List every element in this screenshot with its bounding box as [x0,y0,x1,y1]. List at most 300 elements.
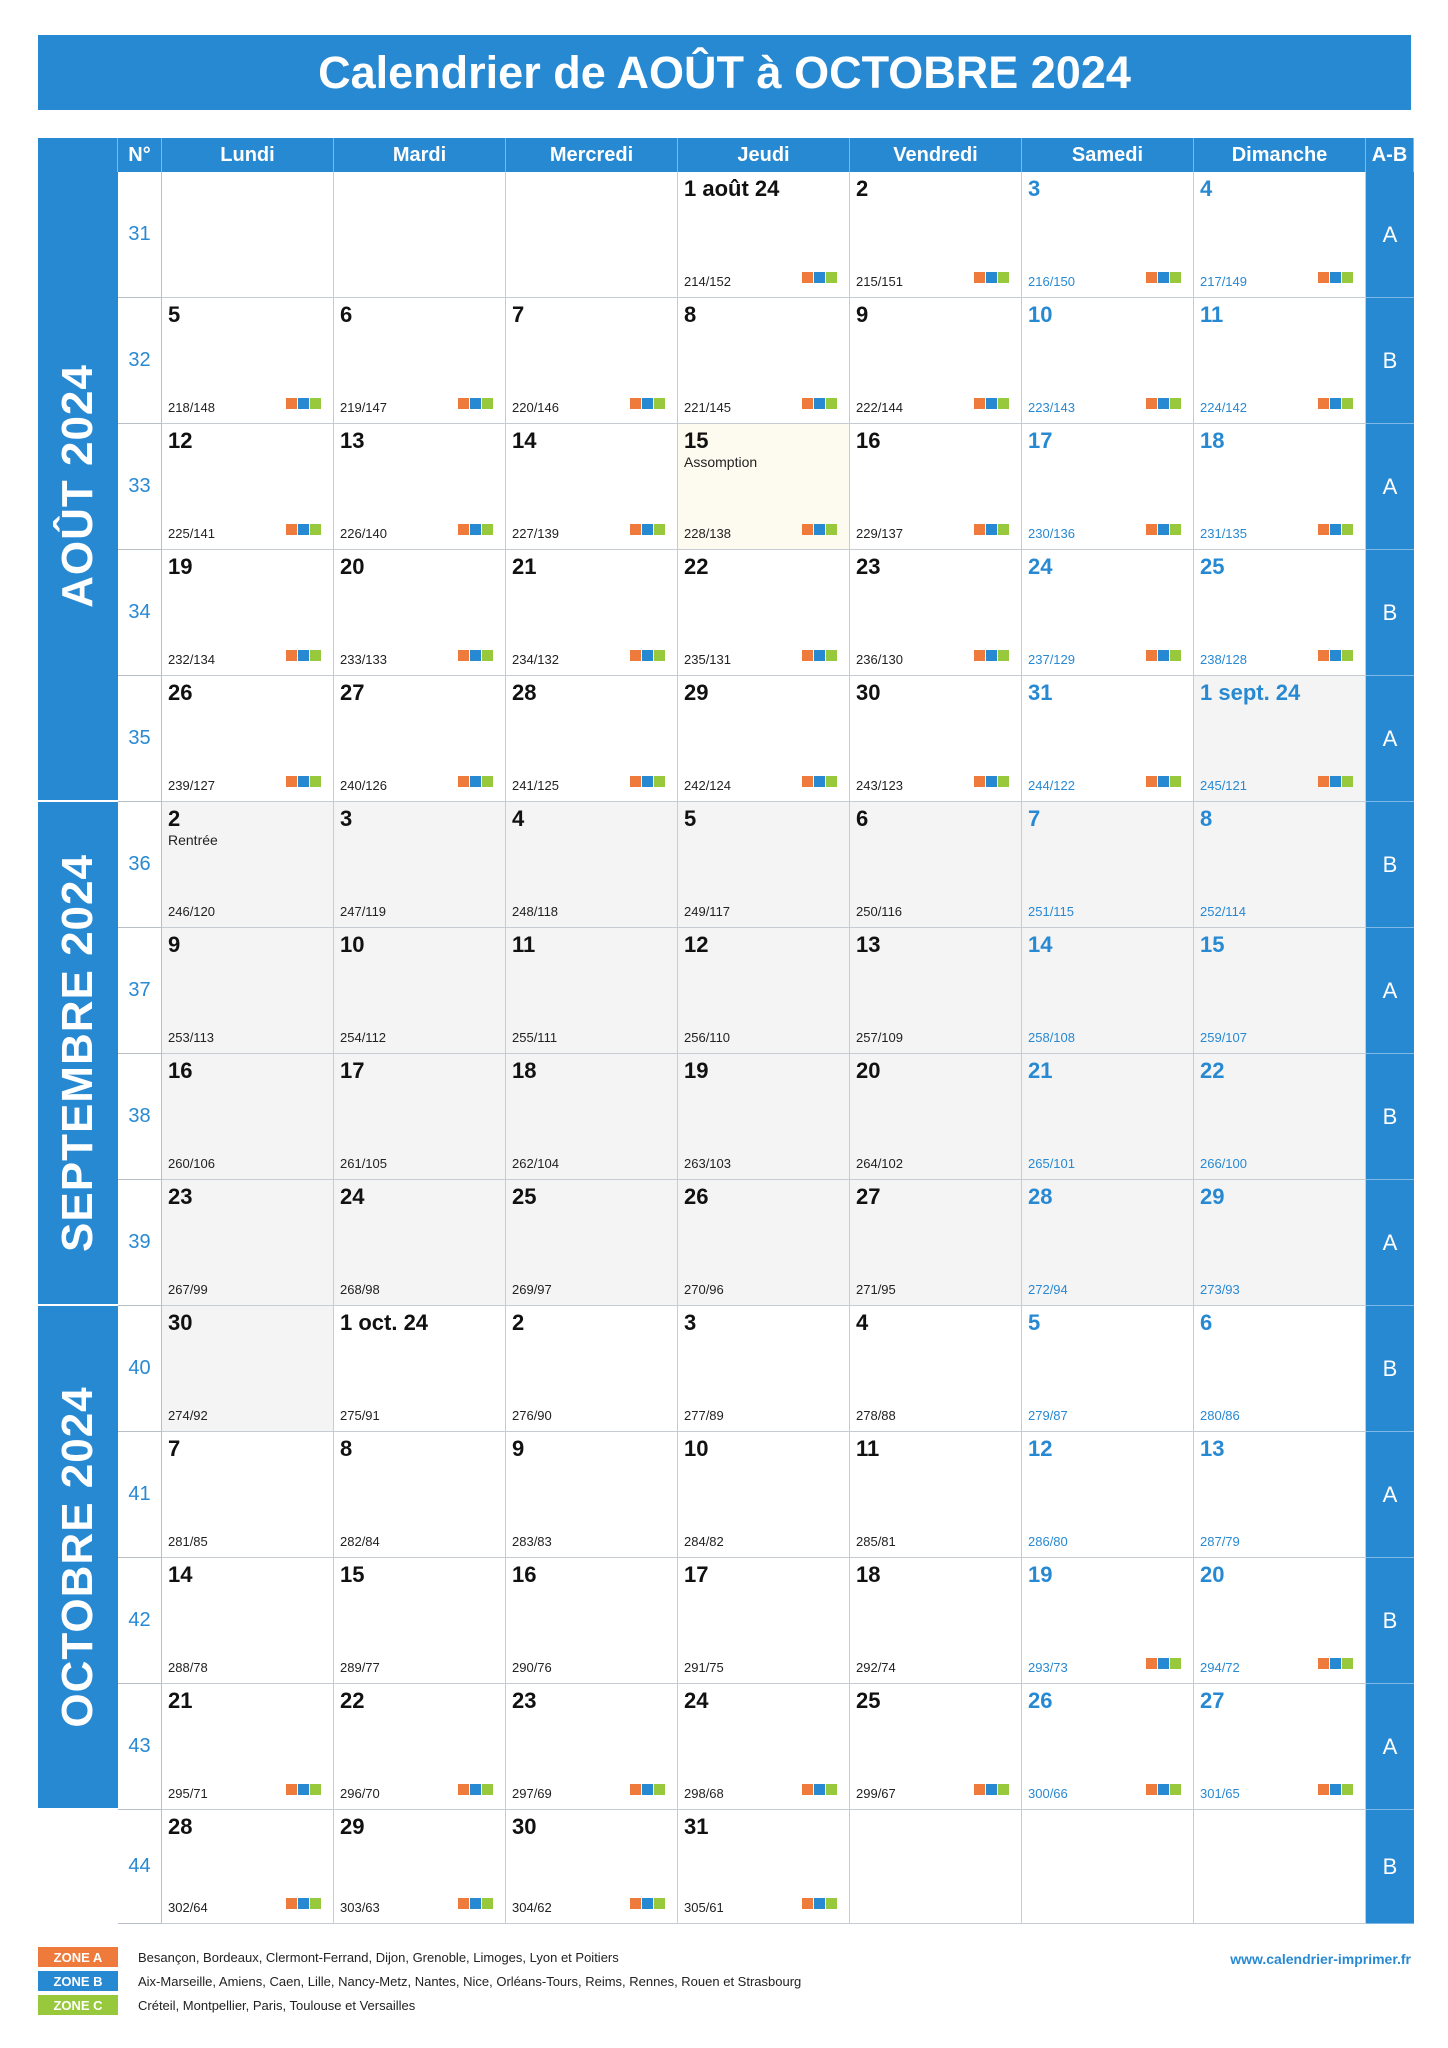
day-cell[interactable] [850,550,1022,676]
day-count: 264/102 [856,1156,903,1171]
day-number: 8 [684,302,697,327]
zone-c-marker [826,776,837,787]
day-cell[interactable] [506,424,678,550]
day-number: 5 [684,806,697,831]
vacation-zones-indicator [286,776,321,787]
day-cell[interactable] [334,676,506,802]
day-cell[interactable] [850,1306,1022,1432]
day-cell[interactable] [1194,1432,1366,1558]
zone-c-marker [998,776,1009,787]
day-number: 17 [1028,428,1053,453]
day-number: 9 [512,1436,525,1461]
day-cell[interactable] [678,802,850,928]
day-cell[interactable] [1022,1558,1194,1684]
day-cell[interactable] [850,928,1022,1054]
day-count: 235/131 [684,652,731,667]
day-cell[interactable] [1194,550,1366,676]
website-link[interactable]: www.calendrier-imprimer.fr [1230,1951,1411,1967]
day-cell[interactable] [162,802,334,928]
zone-b-marker [470,1784,481,1795]
vacation-zones-indicator [630,776,665,787]
day-number: 6 [856,806,869,831]
day-number: 24 [684,1688,709,1713]
week-ab: A [1366,1684,1414,1810]
day-cell[interactable] [678,1684,850,1810]
vacation-zones-indicator [286,524,321,535]
zone-b-marker [986,650,997,661]
day-count: 221/145 [684,400,731,415]
day-count: 262/104 [512,1156,559,1171]
zone-a-marker [1146,398,1157,409]
day-number: 2 [856,176,869,201]
zone-c-marker [826,1898,837,1909]
zone-c-marker [310,524,321,535]
day-cell[interactable] [334,1432,506,1558]
zone-c-marker [654,1898,665,1909]
zone-a-marker [1318,1784,1329,1795]
day-count: 274/92 [168,1408,208,1423]
week-number: 36 [118,802,162,928]
zone-b-marker [1158,776,1169,787]
zone-b-marker [814,524,825,535]
vacation-zones-indicator [802,776,837,787]
day-cell[interactable] [1194,676,1366,802]
day-number: 7 [168,1436,181,1461]
day-cell[interactable] [850,676,1022,802]
day-count: 278/88 [856,1408,896,1423]
day-count: 290/76 [512,1660,552,1675]
day-number: 22 [684,554,709,579]
day-count: 261/105 [340,1156,387,1171]
day-cell[interactable] [162,1306,334,1432]
day-cell[interactable] [506,1432,678,1558]
month-band [38,802,118,1306]
zone-a-marker [286,1784,297,1795]
zone-b-marker [986,524,997,535]
zone-a-marker [974,398,985,409]
day-count: 269/97 [512,1282,552,1297]
day-number: 15 [684,428,709,453]
day-count: 240/126 [340,778,387,793]
day-number: 2 [512,1310,525,1335]
zone-c-marker [826,524,837,535]
week-ab: A [1366,1180,1414,1306]
day-cell[interactable] [1022,1306,1194,1432]
day-cell[interactable] [1194,802,1366,928]
zone-b-marker [642,398,653,409]
day-cell[interactable] [506,298,678,424]
day-number: 20 [340,554,365,579]
day-cell[interactable] [162,1558,334,1684]
zone-c-marker [310,776,321,787]
day-count: 297/69 [512,1786,552,1801]
day-cell[interactable] [334,1810,506,1924]
zone-a-marker [458,650,469,661]
zone-b-marker [1330,398,1341,409]
day-number: 12 [1028,1436,1053,1461]
week-number: 38 [118,1054,162,1180]
day-count: 276/90 [512,1408,552,1423]
day-number: 9 [856,302,869,327]
day-number: 25 [1200,554,1225,579]
day-count: 260/106 [168,1156,215,1171]
day-cell[interactable] [162,1810,334,1924]
day-count: 302/64 [168,1900,208,1915]
week-number: 35 [118,676,162,802]
day-cell[interactable] [1194,298,1366,424]
day-number: 19 [168,554,193,579]
day-cell[interactable] [678,1432,850,1558]
day-cell[interactable] [334,928,506,1054]
zone-b-marker [298,1898,309,1909]
day-cell[interactable] [506,676,678,802]
zone-b-marker [298,1784,309,1795]
day-cell[interactable] [506,1684,678,1810]
day-cell[interactable] [1194,1054,1366,1180]
day-number: 6 [1200,1310,1213,1335]
vacation-zones-indicator [1146,524,1181,535]
zone-b-marker [1158,398,1169,409]
vacation-zones-indicator [802,272,837,283]
day-count: 304/62 [512,1900,552,1915]
zone-c-marker [826,398,837,409]
day-number: 19 [1028,1562,1053,1587]
day-cell[interactable] [506,1558,678,1684]
vacation-zones-indicator [630,1898,665,1909]
day-cell[interactable] [334,298,506,424]
zone-b-marker [986,398,997,409]
zone-a-marker [802,650,813,661]
zone-c-marker [482,776,493,787]
day-cell[interactable] [162,550,334,676]
week-ab: A [1366,928,1414,1054]
day-cell[interactable] [850,424,1022,550]
zone-b-marker [298,524,309,535]
day-number: 16 [512,1562,537,1587]
month-label: AOÛT 2024 [53,364,102,608]
day-number: 8 [1200,806,1213,831]
day-number: 11 [856,1436,880,1461]
zone-c-marker [482,1898,493,1909]
header-day-jeudi: Jeudi [678,138,850,172]
vacation-zones-indicator [802,398,837,409]
zone-b-marker [814,1898,825,1909]
day-count: 223/143 [1028,400,1075,415]
day-number: 17 [340,1058,365,1083]
day-cell[interactable] [678,1306,850,1432]
day-count: 220/146 [512,400,559,415]
day-cell[interactable] [678,1180,850,1306]
zone-c-marker [1170,398,1181,409]
vacation-zones-indicator [1318,272,1353,283]
day-cell[interactable] [1022,802,1194,928]
day-cell[interactable] [1194,1558,1366,1684]
day-number: 21 [512,554,537,579]
zone-cities: Aix-Marseille, Amiens, Caen, Lille, Nancy-Metz, Nantes, Nice, Orléans-Tours, Reims, Rennes, Rouen et Strasbourg [138,1973,802,1989]
day-count: 231/135 [1200,526,1247,541]
legend-row [38,1969,801,1993]
vacation-zones-indicator [974,776,1009,787]
day-note: Rentrée [168,832,218,848]
day-cell[interactable] [1194,172,1366,298]
vacation-zones-indicator [1318,1784,1353,1795]
zone-a-marker [458,524,469,535]
day-cell[interactable] [162,424,334,550]
day-count: 273/93 [1200,1282,1240,1297]
day-number: 14 [1028,932,1053,957]
day-cell[interactable] [850,802,1022,928]
zone-b-marker [814,272,825,283]
zone-b-marker [1330,272,1341,283]
day-number: 15 [340,1562,365,1587]
zone-a-marker [974,650,985,661]
day-number: 29 [684,680,709,705]
zone-b-marker [642,776,653,787]
zone-a-marker [630,1898,641,1909]
day-cell[interactable] [162,1432,334,1558]
day-number: 28 [168,1814,193,1839]
day-count: 288/78 [168,1660,208,1675]
day-cell[interactable] [678,550,850,676]
day-cell[interactable] [506,1810,678,1924]
day-cell[interactable] [850,1558,1022,1684]
day-cell[interactable] [1022,1684,1194,1810]
day-cell[interactable] [1022,298,1194,424]
week-ab: B [1366,1054,1414,1180]
day-count: 293/73 [1028,1660,1068,1675]
zone-c-marker [310,1784,321,1795]
empty-cell [162,172,334,298]
week-number: 41 [118,1432,162,1558]
day-cell[interactable] [162,676,334,802]
day-count: 284/82 [684,1534,724,1549]
day-cell[interactable] [850,1180,1022,1306]
day-number: 11 [1200,302,1224,327]
vacation-zones-indicator [974,398,1009,409]
page-title: Calendrier de AOÛT à OCTOBRE 2024 [38,35,1411,110]
zone-c-marker [1342,1658,1353,1669]
day-cell[interactable] [678,172,850,298]
day-cell[interactable] [850,1054,1022,1180]
header-day-mercredi: Mercredi [506,138,678,172]
day-cell[interactable] [1194,1180,1366,1306]
day-count: 253/113 [168,1030,215,1045]
day-cell[interactable] [1194,1306,1366,1432]
day-number: 3 [1028,176,1041,201]
day-number: 30 [512,1814,537,1839]
vacation-zones-indicator [1318,398,1353,409]
day-cell[interactable] [1022,928,1194,1054]
day-count: 230/136 [1028,526,1075,541]
day-number: 24 [340,1184,365,1209]
day-cell[interactable] [678,928,850,1054]
day-cell[interactable] [850,1432,1022,1558]
day-cell[interactable] [334,802,506,928]
zone-a-marker [974,1784,985,1795]
day-cell[interactable] [1194,928,1366,1054]
zone-a-marker [802,1784,813,1795]
day-count: 289/77 [340,1660,380,1675]
zone-c-marker [310,650,321,661]
day-cell[interactable] [678,424,850,550]
day-number: 20 [1200,1562,1225,1587]
zone-a-marker [1146,1784,1157,1795]
week-number: 40 [118,1306,162,1432]
zone-c-marker [826,1784,837,1795]
day-number: 14 [168,1562,193,1587]
day-count: 285/81 [856,1534,896,1549]
day-cell[interactable] [506,928,678,1054]
day-cell[interactable] [506,1306,678,1432]
zone-a-marker [1146,524,1157,535]
day-cell[interactable] [678,1558,850,1684]
day-count: 257/109 [856,1030,903,1045]
day-count: 296/70 [340,1786,380,1801]
zone-a-marker [802,1898,813,1909]
zone-c-marker [826,650,837,661]
day-cell[interactable] [678,1054,850,1180]
week-number: 31 [118,172,162,298]
day-cell[interactable] [1022,1054,1194,1180]
empty-cell [850,1810,1022,1924]
day-count: 218/148 [168,400,215,415]
day-cell[interactable] [334,1684,506,1810]
day-count: 229/137 [856,526,903,541]
day-cell[interactable] [678,298,850,424]
day-cell[interactable] [334,1054,506,1180]
day-number: 21 [168,1688,193,1713]
zone-b-marker [470,650,481,661]
day-count: 298/68 [684,1786,724,1801]
zone-a-marker [286,524,297,535]
zone-b-marker [1158,650,1169,661]
day-cell[interactable] [162,1180,334,1306]
day-count: 214/152 [684,274,731,289]
day-cell[interactable] [1022,1432,1194,1558]
day-cell[interactable] [1194,1684,1366,1810]
day-cell[interactable] [850,298,1022,424]
zone-c-marker [1170,1784,1181,1795]
zone-cities: Créteil, Montpellier, Paris, Toulouse et Versailles [138,1997,416,2013]
zone-a-marker [1146,1658,1157,1669]
day-cell[interactable] [1022,1180,1194,1306]
week-ab: B [1366,1558,1414,1684]
day-number: 17 [684,1562,709,1587]
day-cell[interactable] [162,1054,334,1180]
day-cell[interactable] [1022,172,1194,298]
day-count: 263/103 [684,1156,731,1171]
vacation-zones-indicator [1146,1784,1181,1795]
day-cell[interactable] [334,424,506,550]
day-cell[interactable] [850,1684,1022,1810]
day-number: 1 oct. 24 [340,1310,429,1335]
day-number: 18 [856,1562,881,1587]
zone-c-marker [654,398,665,409]
day-cell[interactable] [1194,424,1366,550]
zone-b-marker [814,1784,825,1795]
day-count: 279/87 [1028,1408,1068,1423]
day-count: 215/151 [856,274,903,289]
zone-b-marker [814,650,825,661]
day-count: 224/142 [1200,400,1247,415]
zone-b-marker [1330,524,1341,535]
week-ab: B [1366,550,1414,676]
zone-c-marker [1342,650,1353,661]
day-cell[interactable] [506,802,678,928]
zone-b-marker [1158,1784,1169,1795]
zone-a-marker [802,524,813,535]
month-label: SEPTEMBRE 2024 [53,854,102,1252]
day-cell[interactable] [334,1180,506,1306]
day-cell[interactable] [506,1054,678,1180]
day-cell[interactable] [334,550,506,676]
day-number: 27 [856,1184,881,1209]
day-number: 26 [684,1184,709,1209]
day-count: 255/111 [512,1030,558,1045]
day-cell[interactable] [1022,676,1194,802]
zone-tag: ZONE A [38,1947,118,1967]
vacation-zones-indicator [458,1784,493,1795]
zone-b-marker [1330,1784,1341,1795]
zone-c-marker [482,524,493,535]
day-number: 30 [168,1310,193,1335]
vacation-zones-indicator [1318,524,1353,535]
day-cell[interactable] [162,298,334,424]
zone-a-marker [458,1784,469,1795]
day-count: 283/83 [512,1534,552,1549]
day-count: 237/129 [1028,652,1075,667]
vacation-zones-indicator [458,398,493,409]
day-cell[interactable] [1022,550,1194,676]
day-cell[interactable] [678,1810,850,1924]
week-ab: B [1366,1810,1414,1924]
header-day-vendredi: Vendredi [850,138,1022,172]
day-count: 272/94 [1028,1282,1068,1297]
legend-row [38,1945,801,1969]
day-count: 239/127 [168,778,215,793]
week-ab: B [1366,298,1414,424]
zone-b-marker [470,776,481,787]
day-cell[interactable] [506,1180,678,1306]
day-count: 232/134 [168,652,215,667]
zone-b-marker [642,650,653,661]
day-cell[interactable] [334,1306,506,1432]
vacation-zones-indicator [1318,650,1353,661]
week-number: 34 [118,550,162,676]
zone-c-marker [998,650,1009,661]
day-cell[interactable] [506,550,678,676]
day-cell[interactable] [678,676,850,802]
day-number: 4 [856,1310,869,1335]
day-count: 219/147 [340,400,387,415]
vacation-zones-indicator [974,272,1009,283]
week-number: 42 [118,1558,162,1684]
day-cell[interactable] [162,928,334,1054]
zone-a-marker [974,272,985,283]
day-cell[interactable] [162,1684,334,1810]
day-count: 275/91 [340,1408,380,1423]
day-cell[interactable] [850,172,1022,298]
zone-c-marker [1342,776,1353,787]
vacation-zones-indicator [802,650,837,661]
day-cell[interactable] [334,1558,506,1684]
day-cell[interactable] [1022,424,1194,550]
day-count: 243/123 [856,778,903,793]
zone-a-marker [802,776,813,787]
day-count: 238/128 [1200,652,1247,667]
day-count: 267/99 [168,1282,208,1297]
vacation-zones-indicator [802,524,837,535]
